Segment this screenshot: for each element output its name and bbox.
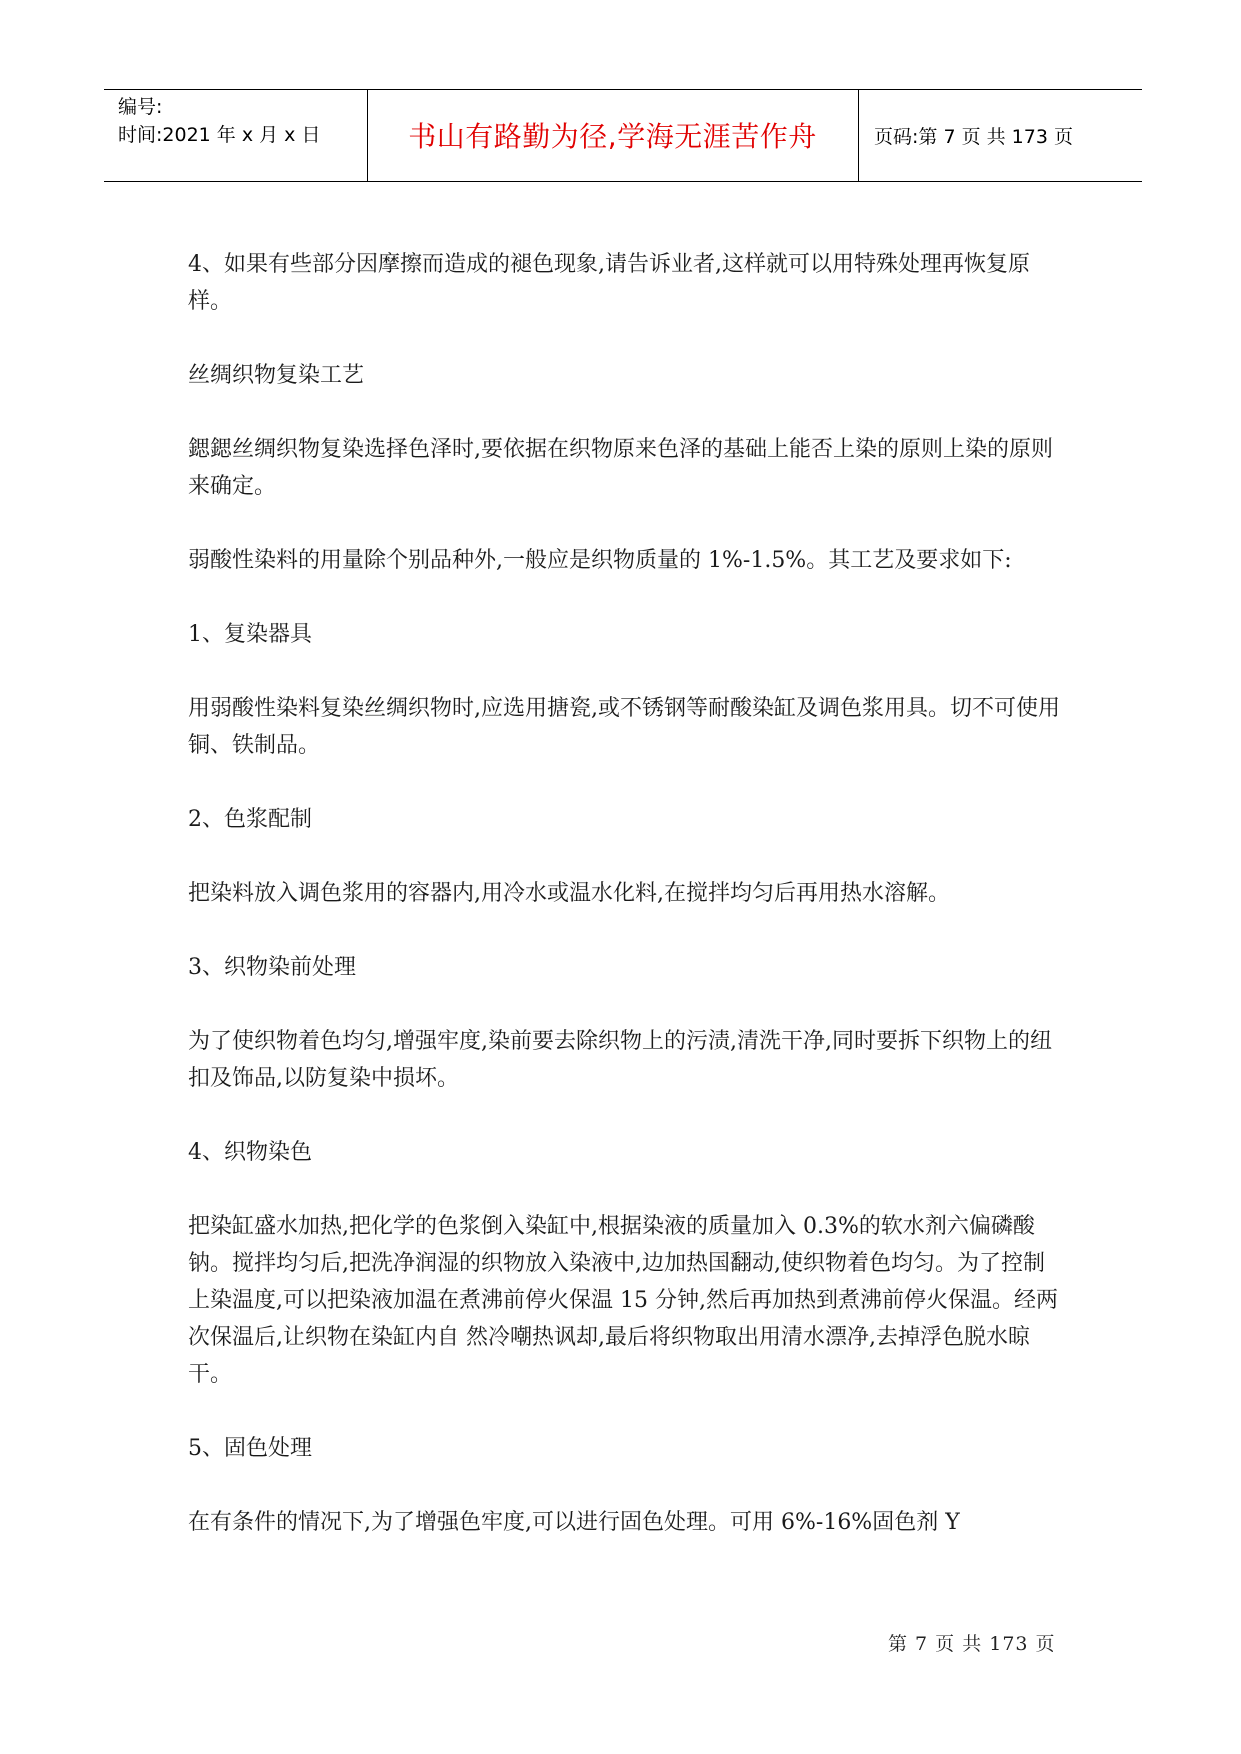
document-time-label: 时间:2021 年 x 月 x 日	[118, 124, 321, 146]
paragraph: 用弱酸性染料复染丝绸织物时,应选用搪瓷,或不锈钢等耐酸染缸及调色浆用具。切不可使用铜、铁制品。	[188, 696, 1060, 758]
section-heading: 1、复染器具	[188, 622, 312, 647]
page-footer: 第 7 页 共 173 页	[888, 1633, 1056, 1655]
section-heading: 5、固色处理	[188, 1436, 312, 1461]
page-header	[104, 89, 1142, 182]
header-divider-right	[858, 90, 859, 181]
document-body	[188, 246, 1063, 1541]
section-heading: 2、色浆配制	[188, 807, 312, 832]
header-motto: 书山有路勤为径,学海无涯苦作舟	[408, 120, 817, 153]
paragraph: 在有条件的情况下,为了增强色牢度,可以进行固色处理。可用 6%-16%固色剂 Y	[188, 1510, 960, 1535]
section-heading: 4、织物染色	[188, 1140, 312, 1165]
paragraph: 鍶鍶丝绸织物复染选择色泽时,要依据在织物原来色泽的基础上能否上染的原则上染的原则来确定。	[188, 437, 1053, 499]
header-page-info: 页码:第 7 页 共 173 页	[874, 125, 1073, 148]
section-heading: 3、织物染前处理	[188, 955, 356, 980]
header-meta	[118, 93, 320, 149]
document-number-label: 编号:	[118, 96, 163, 118]
paragraph: 为了使织物着色均匀,增强牢度,染前要去除织物上的污渍,清洗干净,同时要拆下织物上的纽扣及饰品,以防复染中损坏。	[188, 1029, 1052, 1091]
section-heading: 丝绸织物复染工艺	[188, 363, 365, 388]
paragraph: 4、如果有些部分因摩擦而造成的褪色现象,请告诉业者,这样就可以用特殊处理再恢复原样。	[188, 252, 1030, 314]
paragraph: 弱酸性染料的用量除个别品种外,一般应是织物质量的 1%-1.5%。其工艺及要求如下:	[188, 548, 1012, 573]
paragraph: 把染料放入调色浆用的容器内,用冷水或温水化料,在搅拌均匀后再用热水溶解。	[188, 881, 950, 906]
paragraph: 把染缸盛水加热,把化学的色浆倒入染缸中,根据染液的质量加入 0.3%的软水剂六偏磷酸钠。搅拌均匀后,把洗净润湿的织物放入染液中,边加热国翻动,使织物着色均匀。为了控制上染温度,可以把染液加温在煮沸前停火保温 15 分钟,然后再加热到煮沸前停火保温。经两次保温后,让织物在染缸内自 然冷嘲热讽却,最后将织物取出用清水漂净,去掉浮色脱水晾干。	[188, 1214, 1058, 1387]
